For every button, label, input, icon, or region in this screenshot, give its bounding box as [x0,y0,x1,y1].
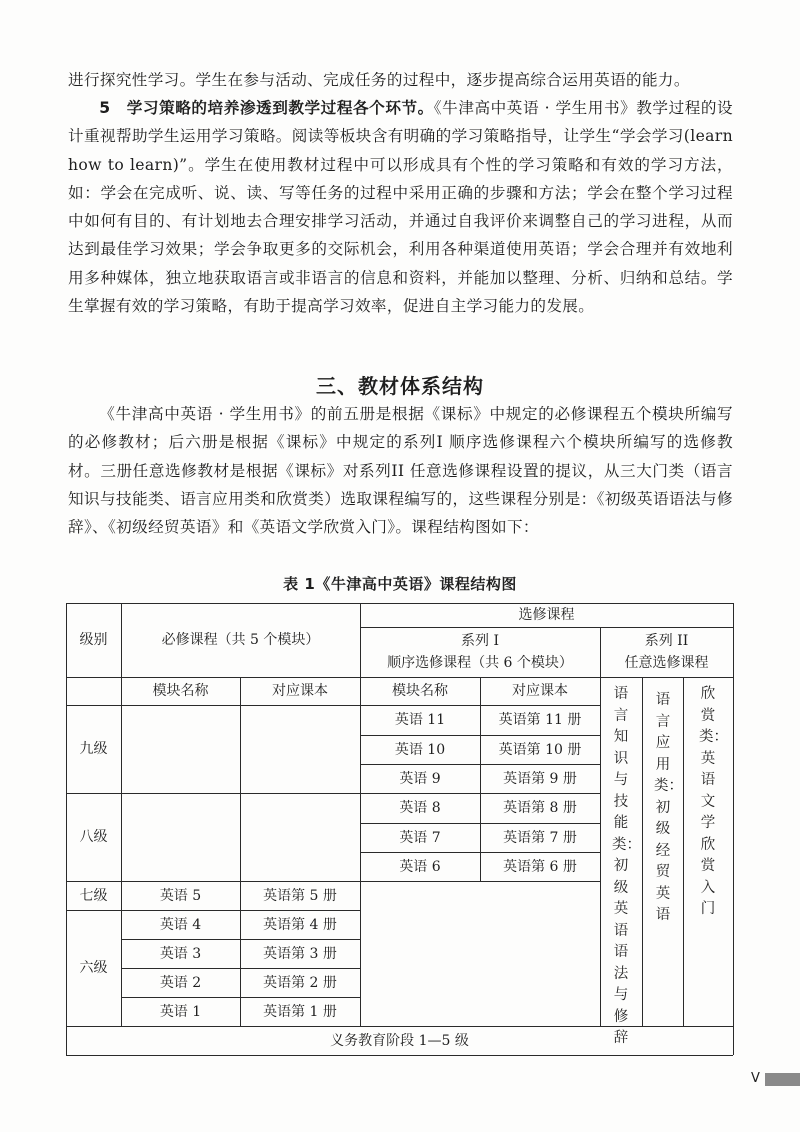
table-footer: 义务教育阶段 1—5 级 [330,1032,469,1049]
compulsory-book: 英语第 1 册 [263,1003,337,1020]
section3-title: 三、教材体系结构 [316,374,484,398]
compulsory-module: 英语 3 [159,945,202,962]
level-7: 七级 [79,887,108,904]
table-rule [360,627,733,628]
elective-module: 英语 7 [399,829,441,846]
elective-module: 英语 9 [399,770,441,787]
compulsory-book: 英语第 4 册 [263,916,337,933]
elective-module: 英语 10 [394,741,446,758]
compulsory-module: 英语 5 [159,887,202,904]
table-title: 表 1《牛津高中英语》课程结构图 [283,575,517,593]
table-rule [360,881,600,882]
compulsory-book: 英语第 5 册 [263,887,337,904]
series1-title: 系列 I [461,633,499,649]
category-language-knowledge-skills: 语言知识与技能类：初级英语语法与修辞 [612,686,641,1046]
section3-paragraph: 《牛津高中英语 · 学生用书》的前五册是根据《课标》中规定的必修课程五个模块所编写的必修教材；后六册是根据《课标》中规定的系列I 顺序选修课程六个模块所编写的选修教材。三册任意选修教材是根据《课标》对系列II 任意选修课程设置的提议，从三大门类（语言知识与技能类、语言应用类和欣赏类）选取课程编写的，这些课程分别是：《初级英语语法与修辞》、《初级经贸英语》和《英语文学欣赏入门》。课程结构图如下： [68,405,733,537]
col-module-name-2: 模块名称 [392,683,448,699]
elective-book: 英语第 9 册 [503,770,577,787]
intro-paragraph: 进行探究性学习。学生在参与活动、完成任务的过程中，逐步提高综合运用英语的能力。 [68,71,690,89]
compulsory-module: 英语 2 [159,974,202,991]
section5-heading: 5 学习策略的培养渗透到教学过程各个环节。 [99,99,434,117]
category-appreciation: 欣赏类：英语文学欣赏入门 [699,686,728,917]
table-rule [642,677,643,1026]
col-textbook-2: 对应课本 [512,683,568,699]
elective-book: 英语第 10 册 [498,741,582,758]
series2-title: 系列 II [644,633,689,649]
elective-header: 选修课程 [518,607,575,623]
elective-module: 英语 8 [399,800,441,816]
series2-subtitle: 任意选修课程 [624,655,709,671]
elective-book: 英语第 11 册 [498,712,582,728]
compulsory-book: 英语第 3 册 [263,945,337,962]
elective-book: 英语第 7 册 [503,829,577,846]
compulsory-header: 必修课程（共 5 个模块） [161,632,320,648]
col-module-name: 模块名称 [152,683,209,699]
page-number: V [751,1071,760,1086]
elective-module: 英语 11 [394,712,446,728]
elective-book: 英语第 6 册 [503,858,577,875]
elective-module: 英语 6 [399,858,441,875]
col-textbook: 对应课本 [272,683,328,699]
table-rule [600,627,601,1026]
table-rule [683,677,684,1026]
compulsory-module: 英语 4 [159,916,202,933]
compulsory-book: 英语第 2 册 [263,974,337,991]
page-edge-tab [765,1073,800,1086]
table-border-bottom [66,1055,733,1056]
level-header: 级别 [79,632,108,648]
level-8: 八级 [79,829,108,845]
compulsory-module: 英语 1 [159,1003,202,1020]
elective-book: 英语第 8 册 [503,800,577,816]
level-9: 九级 [79,741,108,757]
category-language-application: 语言应用类：初级经贸英语 [654,692,683,923]
level-6: 六级 [79,960,108,976]
series1-subtitle: 顺序选修课程（共 6 个模块） [387,655,573,671]
table-border-right [733,603,734,1055]
section5-body: 《牛津高中英语 · 学生用书》教学过程的设计重视帮助学生运用学习策略。阅读等板块含有明确的学习策略指导，让学生“学会学习(learn how to learn)”。学生在使用教材过程中可以形成具有个性的学习策略和有效的学习方法，如：学会在完成听、说、读、写等任务的过程中采用正确的步骤和方法；学会在整个学习过程中如何有目的、有计划地去合理安排学习活动，并通过自我评价来调整自己的学习进程，从而达到最佳学习效果；学会争取更多的交际机会，利用各种渠道使用英语；学会合理并有效地利用多种媒体，独立地获取语言或非语言的信息和资料，并能加以整理、分析、归纳和总结。学生掌握有效的学习策略，有助于提高学习效率，促进自主学习能力的发展。 [68,99,734,316]
